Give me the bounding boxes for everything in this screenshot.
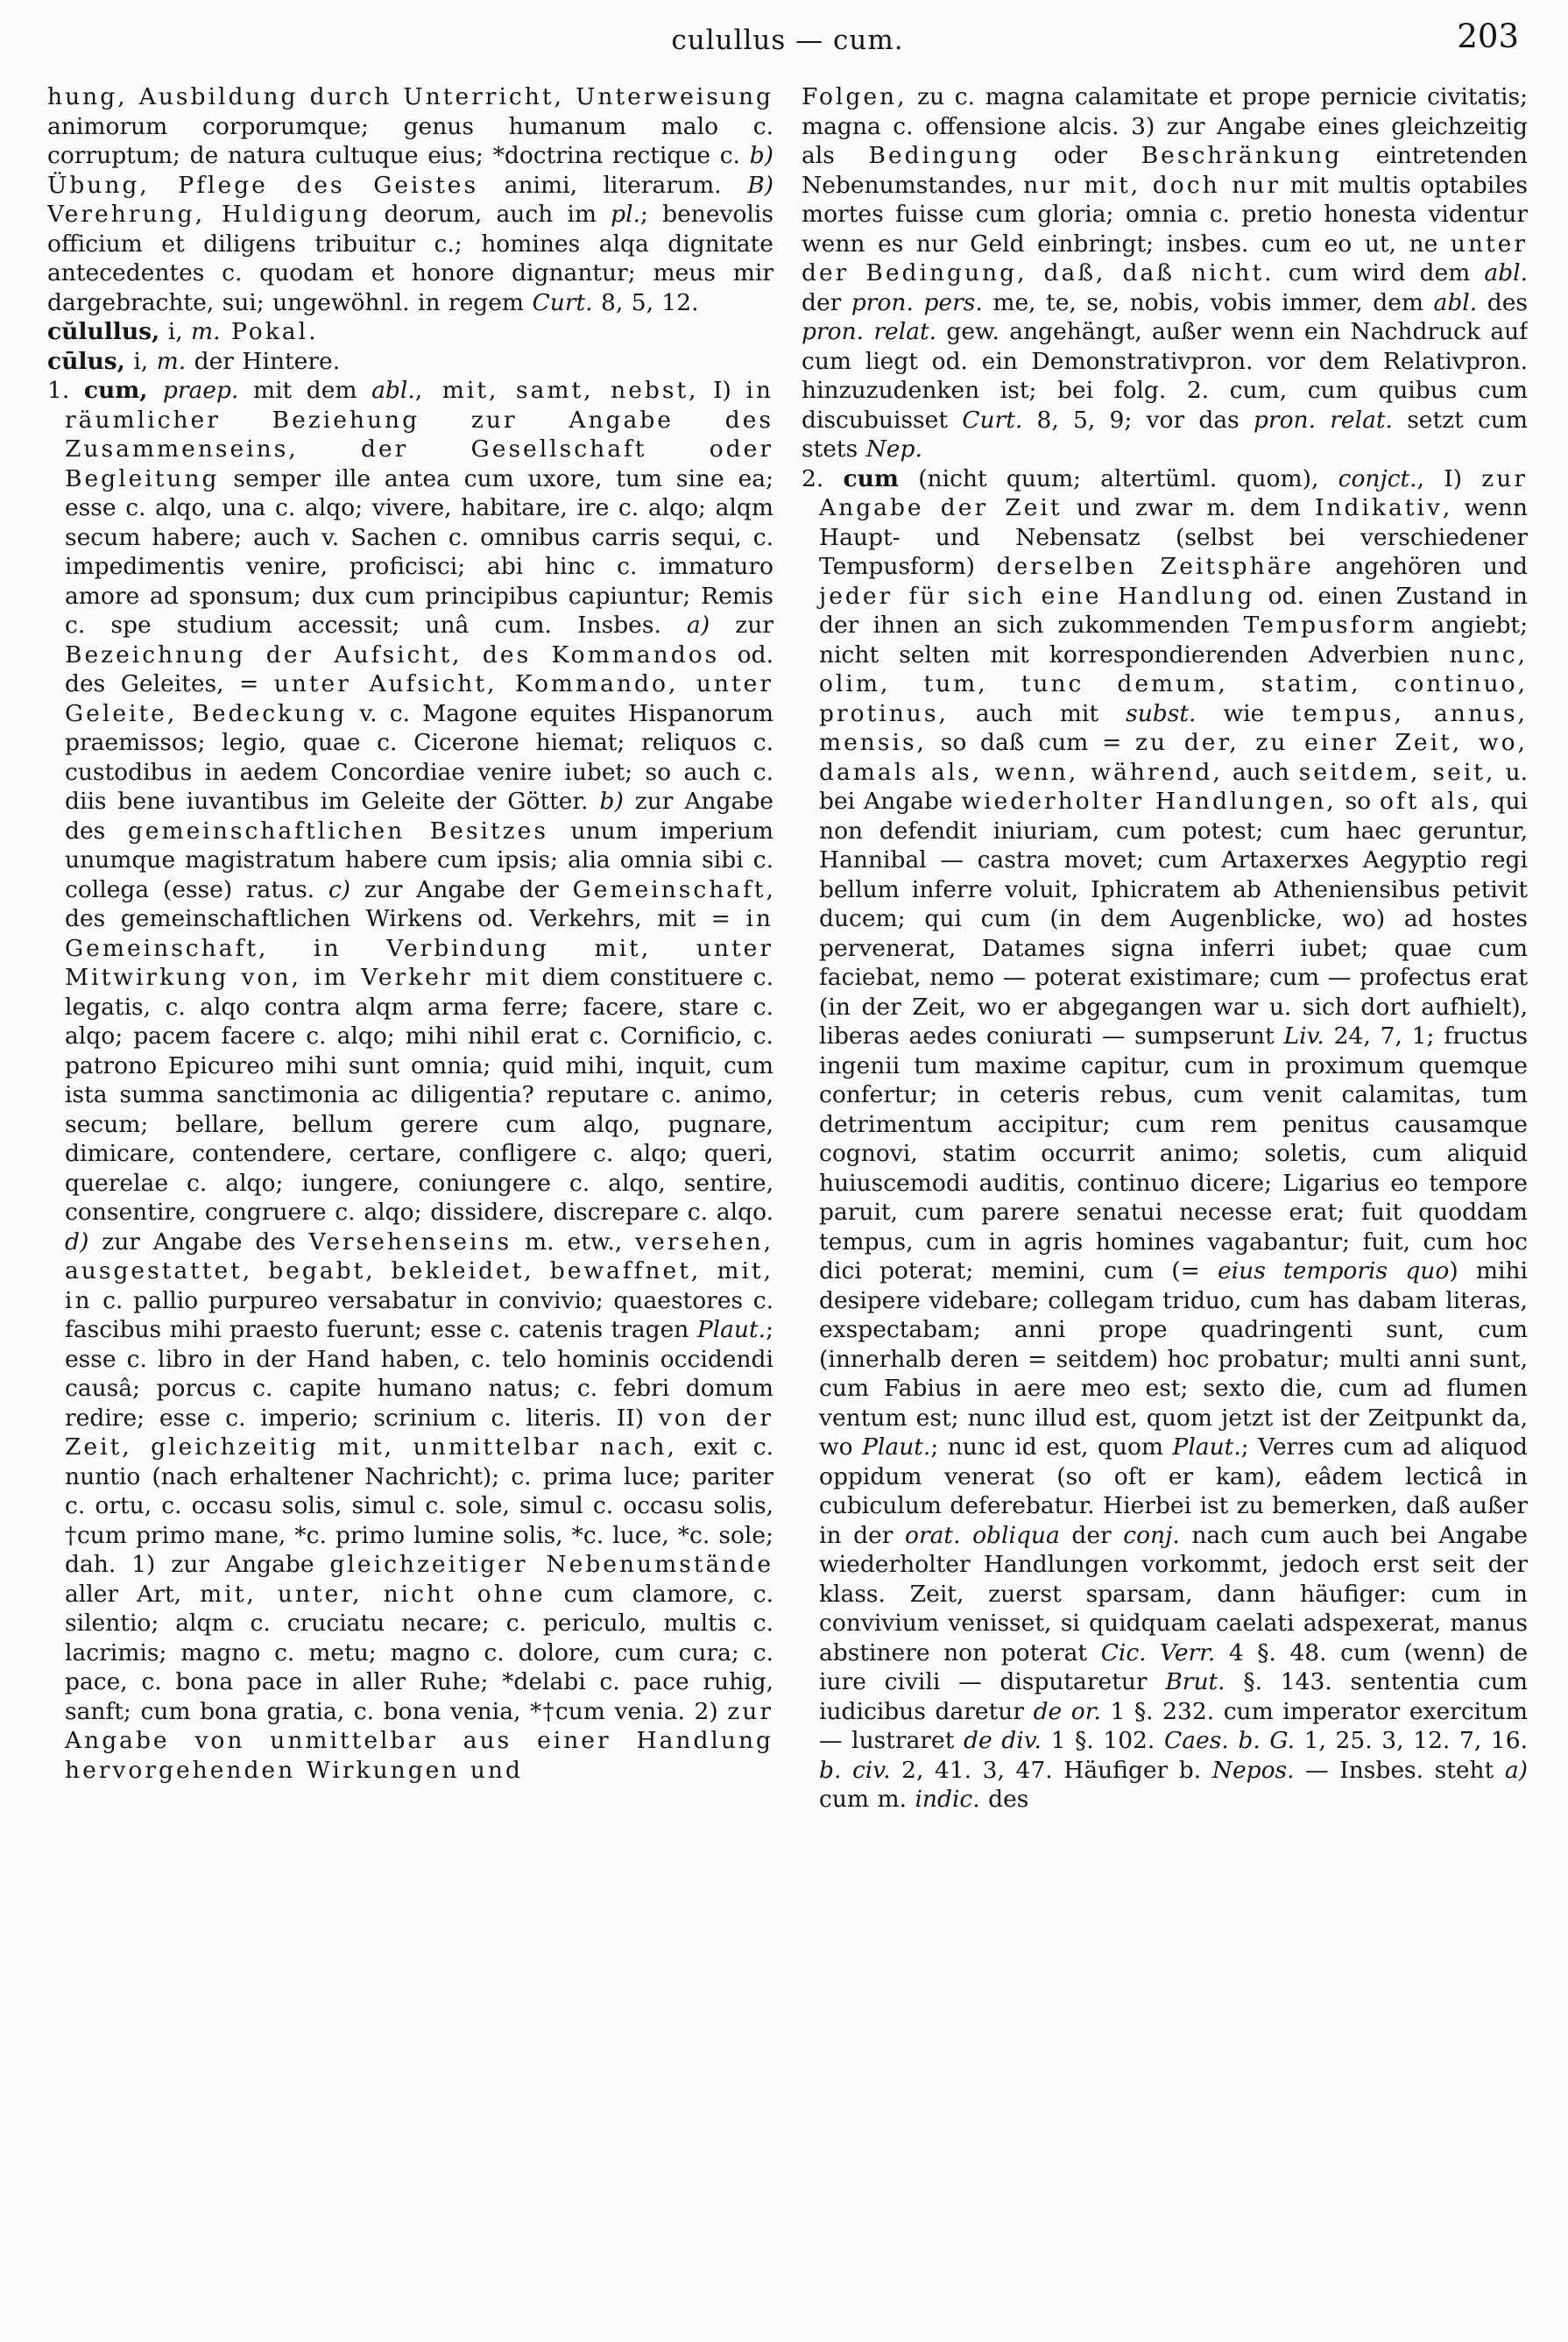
- text-segment: Curt.: [532, 288, 593, 316]
- text-segment: zu c. magna calamitate et prope pernicie civitatis; magna c. offensione alcis. 3) zur Angabe eines gleichzeitig als: [802, 83, 1528, 169]
- right-column: [802, 82, 1528, 2299]
- text-segment: i,: [124, 347, 157, 375]
- text-segment: 24, 7, 1; fructus ingenii tum maxime capitur, cum in proximum quemque confertur; in ceteris rebus, cum venit calamitas, tum detrimentum accipitur; cum rem penitus causamque cognovi, statim occurrit animo; soletis, cum aliquid huiuscemodi auditis, continuo dicere; Ligarius eo tempore paruit, cum parere senatui necesse erat; fuit quoddam tempus, cum in agris homines vagabantur; fuit, cum hoc dici poterat; memini, cum (=: [819, 1022, 1528, 1284]
- text-segment: animi, literarum.: [478, 171, 748, 199]
- text-segment: von der Zeit, gleichzeitig mit, unmittelbar nach,: [65, 1404, 773, 1461]
- text-segment: gemeinschaftlichen Besitzes: [127, 817, 548, 845]
- text-segment: cum clamore, c. silentio; alqm c. cruciatu necare; c. periculo, multis c. lacrimis; magno c. metu; magno c. dolore, cum cura; c. pace, c. bona pace in aller Ruhe; *delabi c. pace ruhig, sanft; cum bona gratia, c. bona venia, *†cum venia. 2): [65, 1580, 773, 1725]
- text-segment: auch: [1222, 758, 1299, 786]
- text-segment: nach cum auch bei Angabe wiederholter Handlungen vorkommt, jedoch erst seit der klass. Zeit, zuerst sparsam, dann häufiger: cum in convivium venisset, si quidquam caelati adspexerat, manus abstinere non poterat: [819, 1521, 1528, 1666]
- text-segment: versehen, ausgestattet, begabt, bekleidet, bewaffnet, mit, in: [65, 1228, 773, 1314]
- dictionary-entry: [802, 464, 1528, 1815]
- text-segment: cum,: [83, 377, 163, 404]
- text-segment: abl.: [1484, 259, 1528, 287]
- text-segment: der: [1059, 1521, 1124, 1549]
- text-segment: pron. pers.: [851, 288, 983, 316]
- page-number: 203: [1457, 18, 1519, 55]
- text-segment: Nepos.: [1211, 1756, 1295, 1784]
- text-segment: zur Angabe der Zeit: [819, 464, 1528, 521]
- text-segment: Beschränkung: [1141, 142, 1343, 169]
- text-columns: [47, 82, 1528, 2299]
- text-segment: i,: [159, 318, 192, 345]
- text-segment: u. bei Angabe: [819, 758, 1528, 815]
- text-segment: 1.: [47, 377, 84, 404]
- text-segment: 2.: [802, 464, 844, 492]
- text-segment: jeder für sich eine Handlung: [819, 582, 1255, 610]
- text-segment: Cic. Verr.: [1100, 1638, 1216, 1666]
- text-segment: pron. relat.: [802, 318, 937, 345]
- text-segment: 8, 5, 9; vor das: [1022, 406, 1254, 434]
- text-segment: mit multis optabiles mortes fuisse cum gloria; omnia c. pretio honesta videntur wenn es nur Geld einbringt; insbes. cum eo ut, ne: [802, 171, 1528, 258]
- text-segment: deorum, auch im: [370, 201, 611, 228]
- text-segment: setzt cum stets: [802, 406, 1528, 463]
- text-segment: angiebt; nicht selten mit korrespondierenden Adverbien: [819, 612, 1528, 669]
- text-segment: , mit, samt, nebst,: [414, 377, 699, 404]
- dictionary-entry: [47, 347, 773, 377]
- text-segment: des: [979, 1786, 1029, 1813]
- text-segment: des: [1477, 288, 1528, 316]
- text-segment: oft als,: [1380, 788, 1482, 815]
- text-segment: Plaut.: [862, 1433, 931, 1461]
- text-segment: zur Angabe der: [350, 875, 573, 903]
- text-segment: auch mit: [948, 699, 1127, 727]
- text-segment: abl.: [371, 377, 415, 404]
- text-segment: so daß cum =: [926, 729, 1136, 756]
- text-segment: m. etw.,: [512, 1228, 636, 1256]
- text-segment: wie: [1196, 699, 1292, 727]
- text-segment: Nep.: [865, 435, 922, 463]
- text-segment: m.: [191, 318, 221, 345]
- text-segment: ; nunc id est, quom: [930, 1433, 1173, 1461]
- text-segment: Pokal.: [220, 318, 319, 345]
- text-segment: , wenn Haupt- und Nebensatz (selbst bei verschiedener Tempusform): [819, 494, 1528, 580]
- text-segment: 2, 41. 3, 47. Häufiger b.: [890, 1756, 1212, 1784]
- text-segment: ; Verres cum ad aliquod oppidum venerat (so oft er kam), eâdem lecticâ in cubiculum deferebatur. Hierbei ist zu bemerken, daß außer in der: [819, 1433, 1528, 1549]
- text-segment: gleichzeitiger Nebenumstände: [329, 1551, 773, 1578]
- paragraph-continuation: [47, 82, 773, 317]
- text-segment: , I): [1416, 464, 1482, 492]
- text-segment: cūlus,: [47, 347, 125, 375]
- text-segment: Tempusform: [1243, 612, 1417, 639]
- dictionary-entry: [47, 317, 773, 347]
- text-segment: Caes. b. G.: [1163, 1727, 1296, 1754]
- text-segment: 8, 5, 12.: [592, 288, 699, 316]
- text-segment: — Insbes. steht: [1294, 1756, 1505, 1784]
- text-segment: orat. obliqua: [905, 1521, 1060, 1549]
- text-segment: a): [687, 612, 710, 639]
- text-segment: Folgen,: [802, 83, 908, 110]
- text-segment: zur Angabe des: [65, 788, 773, 845]
- paragraph-continuation: [802, 82, 1528, 464]
- text-segment: diem constituere c. legatis, c. alqo contra alqm arma ferre; facere, stare c. alqo; pacem facere c. alqo; mihi nihil erat c. Cornificio, c. patrono Epicureo mihi sunt omnia; quid mihi, inquit, cum ista summa sanctimonia ac diligentia? reputare c. animo, secum; bellare, bellum gerere cum alqo, pugnare, dimicare, contendere, certare, confligere c. alqo; queri, querelae c. alqo; iungere, coniungere c. alqo, sentire, consentire, congruere c. alqo; dissidere, discrepare c. alqo.: [65, 964, 773, 1226]
- text-segment: mit, unter, nicht ohne: [200, 1580, 546, 1608]
- text-segment: und zwar m. dem: [1062, 494, 1315, 521]
- text-segment: d): [65, 1228, 89, 1256]
- text-segment: Liv.: [1283, 1022, 1324, 1050]
- text-segment: praep.: [162, 377, 239, 404]
- text-segment: der: [802, 288, 851, 316]
- text-segment: wiederholter Handlungen,: [961, 788, 1337, 815]
- text-segment: Curt.: [962, 406, 1023, 434]
- text-segment: od. des Geleites, =: [65, 640, 773, 697]
- text-segment: ) mihi desipere videbare; collegam triduo, cum has dabam literas, exspectabam; anni prope quadringenti sunt, cum (innerhalb deren = seitdem) hoc probatur; multi anni sunt, cum Fabius in aere meo est; sexto die, cum ad flumen ventum est; nunc illud est, quom jetzt ist der Zeitpunkt da, wo: [819, 1257, 1528, 1461]
- text-segment: , des gemeinschaftlichen Wirkens od. Verkehrs, mit =: [65, 875, 773, 932]
- text-segment: v. c. Magone equites Hispanorum praemissos; legio, quae c. Cicerone hiemat; reliquos c. custodibus in aedem Concordiae venire iubet; so auch c. diis bene iuvantibus im Geleite der Götter.: [65, 699, 773, 815]
- text-segment: Plaut.: [1172, 1433, 1241, 1461]
- text-segment: c): [328, 875, 351, 903]
- text-segment: cum: [843, 464, 899, 492]
- text-segment: Brut.: [1165, 1668, 1225, 1695]
- text-segment: 1 §. 232. cum imperator exercitum — lustraret: [819, 1697, 1528, 1754]
- text-segment: 1, 25. 3, 12. 7, 16.: [1295, 1727, 1528, 1754]
- text-segment: c. pallio purpureo versabatur in convivio; quaestores c. fascibus mihi praesto fuerunt; esse c. catenis tragen: [65, 1286, 773, 1343]
- text-segment: unter der Bedingung, daß, daß nicht.: [802, 230, 1528, 287]
- text-segment: de div.: [964, 1727, 1042, 1754]
- text-segment: I): [698, 377, 746, 404]
- text-segment: angehören und: [1313, 553, 1528, 580]
- running-head: [47, 14, 1528, 68]
- text-segment: aller Art,: [65, 1580, 201, 1608]
- page-header-keywords: culullus — cum.: [671, 25, 904, 56]
- text-segment: Indikativ: [1314, 494, 1443, 521]
- text-segment: nur mit, doch nur: [1023, 171, 1282, 199]
- text-segment: 1 §. 102.: [1041, 1727, 1164, 1754]
- text-segment: exit c. nuntio (nach erhaltener Nachricht); c. prima luce; pariter c. ortu, c. occasu solis, simul c. sole, simul c. occasu solis, †cum primo mane, *c. primo lumine solis, *c. luce, *c. sole; dah. 1) zur Angabe: [65, 1433, 773, 1578]
- text-segment: nunc, olim, tum, tunc demum, statim, continuo, protinus,: [819, 640, 1528, 727]
- text-segment: semper ille antea cum uxore, tum sine ea; esse c. alqo, una c. alqo; vivere, habitare, ire c. alqo; alqm secum habere; auch v. Sachen c. omnibus carris sequi, c. impedimentis venire, proficisci; abi hinc c. immaturo amore ad sponsum; dux cum principibus capiuntur; Remis c. spe studium accessit; unâ cum. Insbes.: [65, 464, 773, 639]
- text-segment: zu der, zu einer Zeit, wo, damals als, wenn, während,: [819, 729, 1528, 786]
- text-segment: 4 §. 48. cum (wenn) de iure civili — disputaretur: [819, 1638, 1528, 1695]
- text-segment: mit dem: [238, 377, 372, 404]
- text-segment: B): [747, 171, 773, 199]
- text-segment: oder: [1020, 142, 1141, 169]
- text-segment: indic.: [915, 1786, 980, 1813]
- text-segment: Verehrung, Huldigung: [47, 201, 371, 228]
- text-segment: so: [1336, 788, 1381, 815]
- text-segment: in räumlicher Beziehung zur Angabe des Zusammenseins, der Gesellschaft oder Begleitung: [65, 377, 773, 492]
- text-segment: Plaut.: [696, 1316, 766, 1343]
- text-segment: zur Angabe von unmittelbar aus einer Handlung hervorgehenden Wirkungen und: [65, 1697, 773, 1784]
- text-segment: me, te, se, nobis, vobis immer, dem: [982, 288, 1434, 316]
- text-segment: animorum corporumque; genus humanum malo c. corruptum; de natura cultuque eius; *doctrina rectique c.: [47, 112, 773, 169]
- text-segment: m.: [156, 347, 187, 375]
- text-segment: derselben Zeitsphäre: [996, 553, 1314, 580]
- text-segment: pron. relat.: [1253, 406, 1393, 434]
- text-segment: eius temporis quo: [1217, 1257, 1450, 1284]
- left-column: [47, 82, 773, 2299]
- text-segment: Übung, Pflege des Geistes: [47, 171, 479, 199]
- text-segment: Bezeichnung der Aufsicht, des Kommandos: [65, 640, 720, 669]
- text-segment: subst.: [1126, 699, 1197, 727]
- text-segment: ; esse c. libro in der Hand haben, c. telo hominis occidendi causâ; porcus c. capite humano natus; c. febri domum redire; esse c. imperio; scrinium c. literis. II): [65, 1316, 773, 1432]
- text-segment: pl.: [611, 201, 641, 228]
- text-segment: conj.: [1123, 1521, 1180, 1549]
- text-segment: ; benevolis officium et diligens tribuitur c.; homines alqa dignitate antecedentes c. quodam et honore dignantur; meus mir dargebrachte, sui; ungewöhnl. in regem: [47, 201, 773, 316]
- text-segment: (nicht quum; altertüml. quom),: [898, 464, 1338, 492]
- text-segment: in Gemeinschaft, in Verbindung mit, unter Mitwirkung von, im Verkehr mit: [65, 905, 773, 991]
- text-segment: zur: [710, 612, 773, 639]
- text-segment: seitdem, seit,: [1298, 758, 1496, 786]
- text-segment: qui non defendit iniuriam, cum potest; cum haec geruntur, Hannibal — castra movet; cum Artaxerxes Aegyptio regi bellum inferre voluit, Iphicratem ab Atheniensibus petivit ducem; qui cum (in dem Augenblicke, wo) ad hostes pervenerat, Datames signa inferri iubet; quae cum faciebat, nemo — poterat existimare; cum — profectus erat (in der Zeit, wo er abgegangen war u. sich dort aufhielt), liberas aedes coniurati — sumpserunt: [819, 788, 1528, 1050]
- text-segment: der Hintere.: [186, 347, 341, 375]
- text-segment: cŭlullus,: [47, 318, 160, 345]
- text-segment: zur Angabe des: [88, 1228, 309, 1256]
- dictionary-entry: [47, 376, 773, 1785]
- text-segment: de or.: [1033, 1697, 1101, 1725]
- text-segment: a): [1504, 1756, 1528, 1784]
- text-segment: unum imperium unumque magistratum habere cum ipsis; alia omnia sibi c. collega (esse) ratus.: [65, 817, 773, 903]
- text-segment: Bedingung: [868, 142, 1021, 169]
- text-segment: unter Aufsicht, Kommando, unter Geleite, Bedeckung: [65, 670, 773, 727]
- text-segment: cum m.: [819, 1786, 915, 1813]
- text-segment: conjct.: [1338, 464, 1417, 492]
- text-segment: b): [599, 788, 624, 815]
- text-segment: b): [749, 142, 773, 169]
- text-segment: eintretenden Nebenumstandes,: [802, 142, 1528, 199]
- text-segment: cum wird dem: [1274, 259, 1485, 287]
- text-segment: Versehenseins: [308, 1228, 512, 1256]
- text-segment: abl.: [1433, 288, 1478, 316]
- text-segment: gew. angehängt, außer wenn ein Nachdruck auf cum liegt od. ein Demonstrativpron. vor dem Relativpron. hinzuzudenken ist; bei folg. 2. cum, cum quibus cum discubuisset: [802, 318, 1528, 434]
- text-segment: od. einen Zustand in der ihnen an sich zukommenden: [819, 582, 1528, 639]
- text-segment: Gemeinschaft: [572, 875, 766, 903]
- text-segment: §. 143. sententia cum iudicibus daretur: [819, 1668, 1528, 1725]
- text-segment: hung, Ausbildung durch Unterricht, Unterweisung: [47, 83, 773, 110]
- text-segment: b. civ.: [819, 1756, 891, 1784]
- text-segment: tempus, annus, mensis,: [819, 699, 1528, 756]
